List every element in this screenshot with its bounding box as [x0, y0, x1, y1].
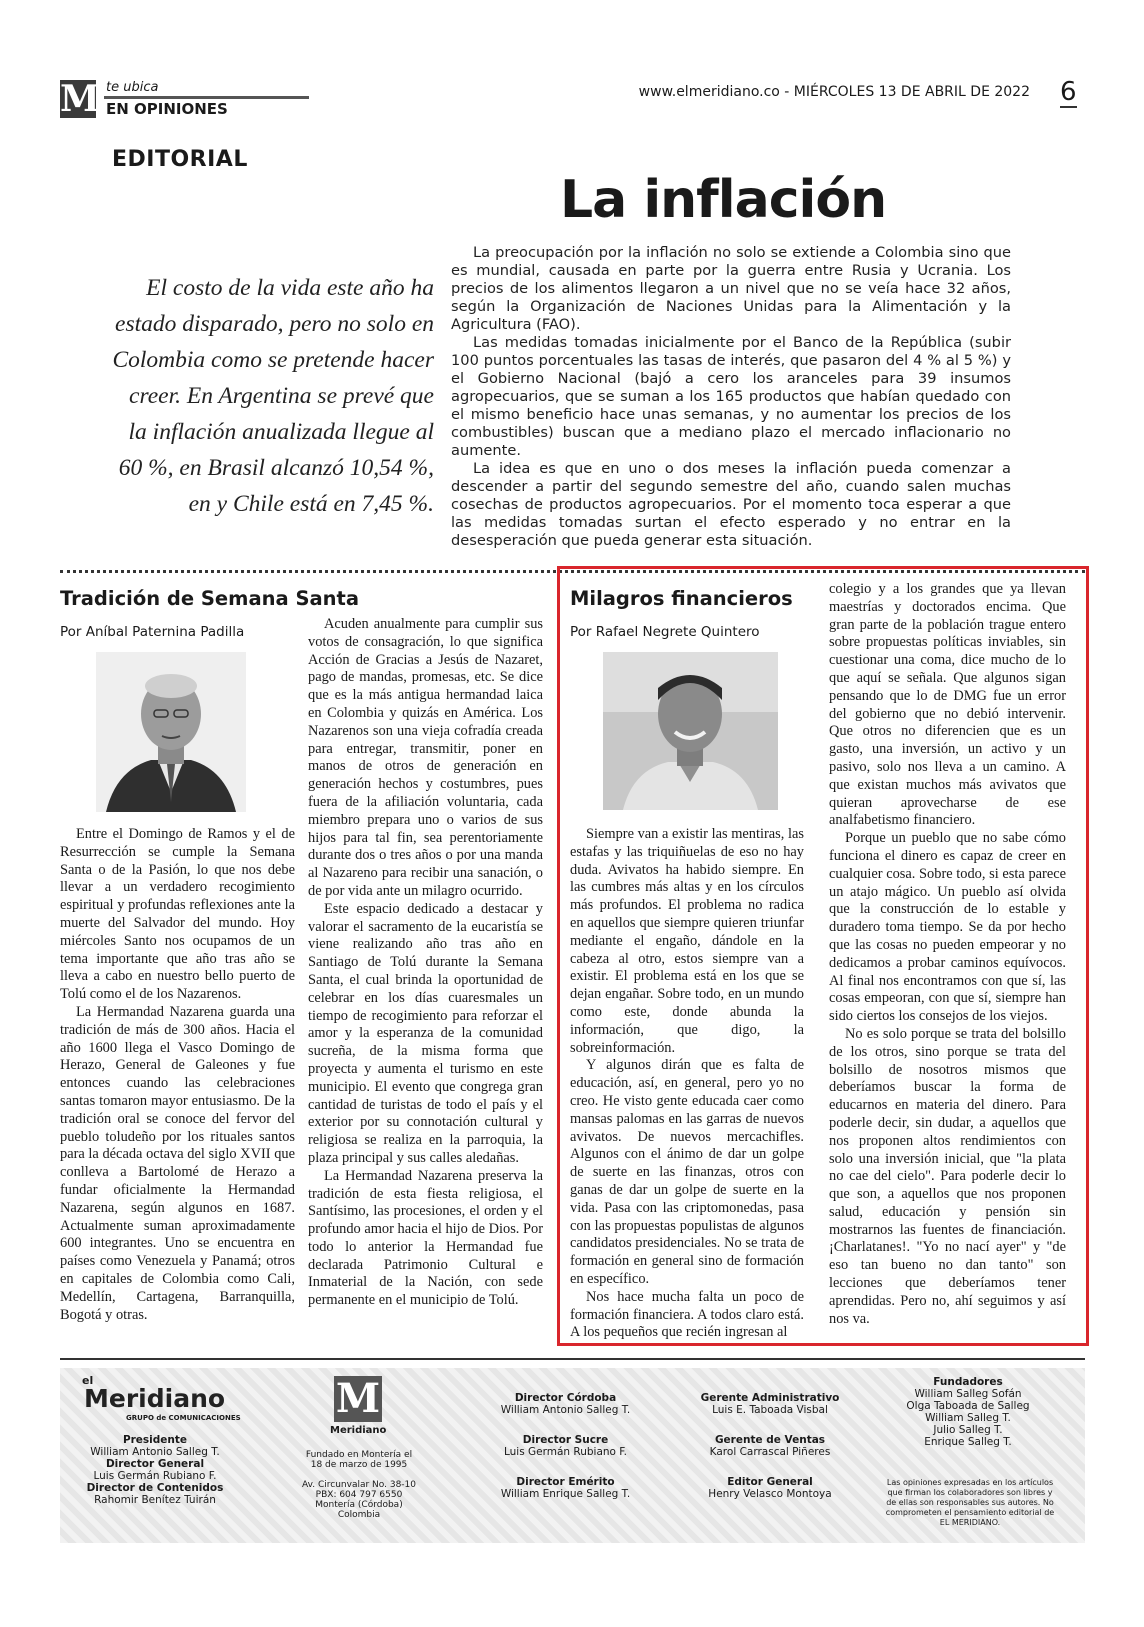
- footer-staff-mid2: [690, 1392, 850, 1500]
- staff-name: Henry Velasco Montoya: [708, 1488, 832, 1500]
- article2-paragraph: Y algunos dirán que es falta de educación, así, en general, pero yo no creo. He visto gente educada caer como mansas palomas en las garras de nuevos avivatos. De nuevos mercachifles. Algunos con el ánimo de dar un golpe de suerte en las finanzas, otros con ganas de dar un golpe de suerte en la vida. Pasa con las criptomonedas, pasa con las propuestas populistas de algunos candidatos presidenciales. No se trata de formación en general sino de formación en específico.: [570, 1057, 804, 1287]
- footer-brand-subtitle: GRUPO de COMUNICACIONES: [126, 1414, 241, 1422]
- footer-center-logo: M: [335, 1375, 381, 1422]
- page-number: 6: [1060, 77, 1077, 107]
- article1-column-1: [60, 826, 295, 1324]
- footer-staff-left: [60, 1434, 250, 1506]
- staff-name: Luis Germán Rubiano F.: [93, 1470, 217, 1482]
- editorial-paragraph: Las medidas tomadas inicialmente por el Banco de la República (subir 100 puntos porcentuales las tasas de interés, que pasaron del 4 % al 5 %) y el Gobierno Nacional (bajó a cero los aranceles para 39 insumos agropecuarios, que se suman a los 165 productos que habían quedado con el mismo beneficio hace unas semanas, y no aumentar los precios de los combustibles) buscan que a mediano plazo el mercado inflacionario no aumente.: [451, 334, 1011, 459]
- portrait-illustration: [96, 652, 246, 812]
- footer-brand-logo: Meridiano: [84, 1384, 226, 1413]
- portrait-illustration: [603, 652, 778, 810]
- footer-rule: [60, 1358, 1085, 1360]
- staff-role: Editor General: [727, 1476, 813, 1488]
- pull-quote: El costo de la vida este año ha estado disparado, pero no solo en Colombia como se pretende hacer creer. En Argentina se prevé que la inflación anualizada llegue al 60 %, en Brasil alcanzó 10,54 %, en y Chile está en 7,45 %.: [112, 275, 434, 517]
- staff-name: Karol Carrascal Piñeres: [709, 1446, 831, 1458]
- footer-founded: Fundado en Montería el 18 de marzo de 1995: [305, 1450, 413, 1470]
- article1-paragraph: Entre el Domingo de Ramos y el de Resurrección se cumple la Semana Santa o de la Pasión, lo que nos debe llevar a un verdadero recogimiento espiritual y profundas reflexiones ante la muerte del Salvador del mundo. Hoy miércoles Santo nos ocupamos de un tema importante que año tras año se lleva a cabo en nuestro bello puerto de Tolú como el de los Nazarenos.: [60, 826, 295, 1003]
- staff-role: Director Emérito: [516, 1476, 615, 1488]
- staff-name: William Antonio Salleg T.: [90, 1446, 220, 1458]
- staff-role: Director de Contenidos: [86, 1482, 224, 1494]
- staff-name: Rahomir Benítez Tuirán: [94, 1494, 216, 1506]
- footer-disclaimer: Las opiniones expresadas en los artículos que firman los colaboradores son libres y de ellas son responsables sus autores. No comprometen el pensamiento editorial de EL MERIDIANO.: [885, 1478, 1055, 1527]
- staff-role: Director Córdoba: [514, 1392, 617, 1404]
- article2-paragraph: colegio y a los grandes que ya llevan maestrías y doctorados encima. Que gran parte de la población trague entero sobre propuestas políticas inviables, sin cuestionar una coma, dice mucho de lo que aquí se señala. Que algunos sigan pensando que lo de DMG fue un error del gobierno que no debió intervenir. Que otros no diferencien que es un gasto, una inversión, un activo y un pasivo, solo nos lleva a un camino. A que existan muchos más avivatos que quieran aprovecharse de ese analfabetismo financiero.: [829, 581, 1066, 829]
- dateline: www.elmeridiano.co - MIÉRCOLES 13 DE ABRIL DE 2022: [638, 84, 1030, 100]
- footer-address: Av. Circunvalar No. 38-10 PBX: 604 797 6550 Montería (Córdoba) Colombia: [302, 1480, 416, 1520]
- article2-column-2: [829, 581, 1066, 1328]
- article2-byline: Por Rafael Negrete Quintero: [570, 624, 760, 640]
- article1-paragraph: Este espacio dedicado a destacar y valorar el sacramento de la eucaristía se viene realizando año tras año en Santiago de Tolú durante la Semana Santa, el cual brinda la oportunidad de celebrar en los días cuaresmales un tiempo de recogimiento para reforzar el amor y la esperanza de la comunidad sucreña, de la misma forma que proyecta y aumenta el turismo en este municipio. El evento que congrega gran cantidad de turistas de todo el país y el exterior por su connotación cultural y religiosa se realiza en la parroquia, la plaza principal y sus calles aledañas.: [308, 900, 543, 1166]
- founder-name: William Salleg T.: [925, 1412, 1011, 1424]
- article1-title: Tradición de Semana Santa: [60, 587, 360, 610]
- footer-staff-mid1: [488, 1392, 643, 1500]
- author-photo-paternina: [96, 652, 246, 812]
- header-tagline: te ubica: [106, 80, 159, 95]
- article2-column-1: [570, 826, 804, 1342]
- article1-column-2: [308, 616, 543, 1310]
- founders-label: Fundadores: [933, 1376, 1003, 1388]
- founder-name: William Salleg Sofán: [914, 1388, 1022, 1400]
- article1-byline: Por Aníbal Paternina Padilla: [60, 624, 245, 640]
- article1-paragraph: Acuden anualmente para cumplir sus votos de consagración, lo que significa Acción de Gracias a Jesús de Nazaret, pago de mandas, promesas, etc. Se dice que es la más antigua hermandad laica en Colombia y quizás en América. Los Nazarenos son una vieja cofradía creada para entregar, transmitir, poner en manos de otros de generación en generación hechos y costumbres, pues fuera de la afiliación voluntaria, cada miembro prepara uno o varios de sus hijos para tal fin, sea perentoriamente durante dos o tres años o por una manda al Nazareno para recibir una sanación, o de por vida ante un milagro ocurrido.: [308, 616, 543, 899]
- staff-name: William Antonio Salleg T.: [500, 1404, 631, 1416]
- section-name: EN OPINIONES: [106, 100, 228, 118]
- editorial-title: La inflación: [560, 170, 887, 230]
- founder-name: Enrique Salleg T.: [924, 1436, 1012, 1448]
- staff-role: Gerente de Ventas: [714, 1434, 826, 1446]
- article2-title: Milagros financieros: [570, 587, 793, 610]
- founder-name: Olga Taboada de Salleg: [906, 1400, 1030, 1412]
- article2-paragraph: Nos hace mucha falta un poco de formación financiera. A todos claro está. A los pequeños que recién ingresan al: [570, 1288, 804, 1341]
- staff-role: Presidente: [122, 1434, 188, 1446]
- staff-role: Director General: [105, 1458, 205, 1470]
- editorial-paragraph: La idea es que en uno o dos meses la inflación pueda comenzar a descender a partir del segundo semestre del año, cuando salen muchas cosechas de productos agropecuarios. Por el momento toca esperar a que las medidas tomadas surtan el efecto esperado y no entrar en la desesperación que pueda generar esta situación.: [451, 460, 1011, 549]
- article1-paragraph: La Hermandad Nazarena preserva la tradición de esta fiesta religiosa, el Santísimo, las procesiones, el orden y el profundo amor hacia el hijo de Dios. Por todo lo anterior la Hermandad fue declarada Patrimonio Cultural e Inmaterial de la Nación, con sede permanente en el municipio de Tolú.: [308, 1167, 543, 1309]
- article2-paragraph: Porque un pueblo que no sabe cómo funciona el dinero es capaz de creer en cualquier cosa. Sobre todo, si esta parece un atajo mágico. Un pueblo así olvida que la construcción de lo estable y duradero toma tiempo. Se da por hecho que las cosas no pueden empeorar y no dedicamos a probar caminos equívocos. Al final nos encontramos con que sí, las cosas empeoran, con que sí, siempre han sido ciertos los consejos de los viejos.: [829, 830, 1066, 1025]
- editorial-label: EDITORIAL: [112, 147, 248, 172]
- staff-name: William Enrique Salleg T.: [500, 1488, 631, 1500]
- footer-center-logo-name: Meridiano: [330, 1425, 387, 1436]
- article2-paragraph: Siempre van a existir las mentiras, las estafas y las triquiñuelas de eso no hay duda. Avivatos ha habido siempre. En las cumbres más altas y en los círculos más profundos. El problema no radica en aquellos que siempre quieren triunfar mediante el engaño, dándole en la cabeza al otro, estos siempre van a existir. El problema está en los que se dejan engañar. Sobre todo, en un mundo como este, donde abunda la información, que digo, la sobreinformación.: [570, 826, 804, 1056]
- editorial-paragraph: La preocupación por la inflación no solo se extiende a Colombia sino que es mundial, causada en parte por la guerra entre Rusia y Ucrania. Los precios de los alimentos llegaron a un nivel que no se veía hace 32 años, según la Organización de Naciones Unidas para la Alimentación y la Agricultura (FAO).: [451, 244, 1011, 333]
- article2-paragraph: No es solo porque se trata del bolsillo de los otros, sino porque se trata del bolsillo de nosotros mismos que deberíamos buscar la forma de educarnos en materia del dinero. Para poderle decir, sin dudar, a aquellos que nos proponen altos rendimientos con solo una inversión inicial, que "la plata no cae del cielo". Para poderle decir lo que son, a aquellos que nos proponen salud, educación y pensión sin mostrarnos las fuentes de financiación. ¡Charlatanes!. "Yo no nací ayer" y "de eso tan bueno no dan tanto" son lecciones que deberíamos tener aprendidas. Pero no, ahí seguimos y así nos va.: [829, 1025, 1066, 1327]
- author-photo-negrete: [603, 652, 778, 810]
- header-logo: M: [60, 78, 100, 120]
- staff-name: Luis E. Taboada Visbal: [712, 1404, 828, 1416]
- staff-name: Luis Germán Rubiano F.: [503, 1446, 628, 1458]
- footer-founders: [888, 1376, 1048, 1448]
- founder-name: Julio Salleg T.: [933, 1424, 1003, 1436]
- staff-role: Gerente Administrativo: [700, 1392, 840, 1404]
- footer-brand-prefix: el: [82, 1374, 94, 1387]
- header-rule: [104, 96, 309, 99]
- staff-role: Director Sucre: [522, 1434, 609, 1446]
- editorial-body: [451, 244, 1011, 550]
- article1-paragraph: La Hermandad Nazarena guarda una tradición de más de 300 años. Hacia el año 1600 llega el Vasco Domingo de Herazo, General de Galeones y fue entonces cuando las celebraciones santas tomaron mayor entusiasmo. De la tradición oral se conoce del fervor del pueblo toludeño por los rituales santos para la década octava del siglo XVII que conlleva a Bartolomé de Herazo a fundar oficialmente la Hermandad Nazarena, según algunos en 1687. Actualmente suman aproximadamente 600 integrantes. Uno se encuentra en países como Venezuela y Panamá; otros en capitales de Colombia como Cali, Medellín, Cartagena, Barranquilla, Bogotá y otras.: [60, 1003, 295, 1323]
